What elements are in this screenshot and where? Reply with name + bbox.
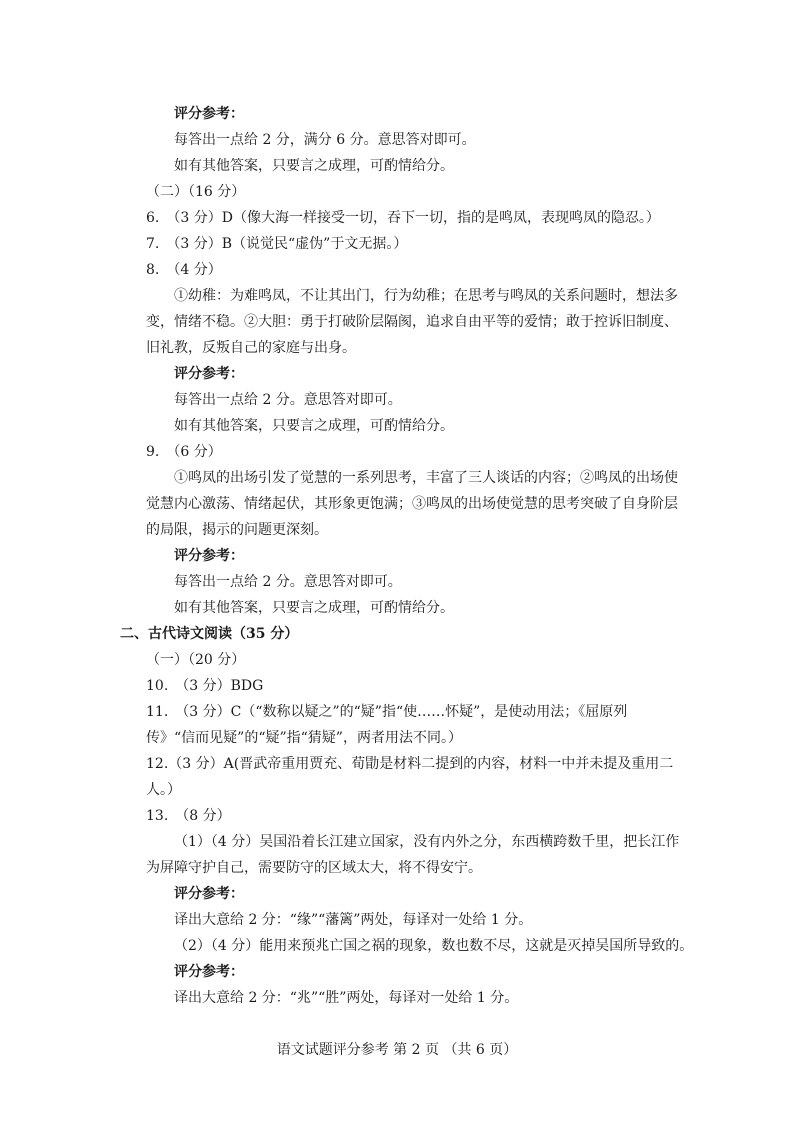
answer-text: 的局限，揭示的问题更深刻。 — [146, 522, 328, 538]
page-footer: 语文试题评分参考 第 2 页 （共 6 页） — [276, 1042, 518, 1058]
question-13: 13. （8 分） — [146, 808, 231, 824]
answer-text: ①鸣凤的出场引发了觉慧的一系列思考，丰富了三人谈话的内容；②鸣凤的出场使 — [174, 470, 678, 486]
scoring-reference-heading: 评分参考： — [174, 886, 244, 902]
text-line: 如有其他答案，只要言之成理，可酌情给分。 — [174, 600, 454, 616]
part-heading: 二、古代诗文阅读（35 分） — [120, 626, 299, 642]
answer-text: 人。） — [146, 782, 181, 798]
section-heading: （一）（20 分） — [146, 652, 246, 668]
scoring-reference-heading: 评分参考： — [174, 964, 244, 980]
question-8: 8. （4 分） — [146, 262, 222, 278]
answer-text: 觉慧内心激荡、情绪起伏，其形象更饱满；③鸣凤的出场使觉慧的思考突破了自身阶层 — [146, 496, 678, 512]
answer-text: 旧礼教，反叛自己的家庭与出身。 — [146, 340, 356, 356]
text-line: 每答出一点给 2 分，满分 6 分。意思答对即可。 — [174, 132, 476, 148]
text-line: 如有其他答案，只要言之成理，可酌情给分。 — [174, 418, 454, 434]
text-line: 每答出一点给 2 分。意思答对即可。 — [174, 392, 402, 408]
question-6: 6. （3 分）D（像大海一样接受一切，吞下一切，指的是鸣凤，表现鸣凤的隐忍。） — [146, 210, 660, 226]
answer-text: ①幼稚：为难鸣凤，不让其出门，行为幼稚；在思考与鸣凤的关系问题时，想法多 — [174, 288, 678, 304]
answer-text: 传》“信而见疑”的“疑”指“猜疑”，两者用法不同。） — [146, 730, 462, 746]
scoring-reference-heading: 评分参考： — [174, 106, 244, 122]
answer-text: （1）（4 分）吴国沿着长江建立国家，没有内外之分，东西横跨数千里，把长江作 — [174, 834, 680, 850]
answer-text: 为屏障守护自己，需要防守的区域太大，将不得安宁。 — [146, 860, 482, 876]
scoring-reference-heading: 评分参考： — [174, 366, 244, 382]
text-line: 译出大意给 2 分：“缘”“藩篱”两处，每译对一处给 1 分。 — [174, 912, 533, 928]
scoring-reference-heading: 评分参考： — [174, 548, 244, 564]
question-11: 11. （3 分）C（“数称以疑之”的“疑”指“使……怀疑”，是使动用法；《屈原列 — [146, 704, 628, 720]
answer-text: （2）（4 分）能用来预兆亡国之祸的现象，数也数不尽，这就是灭掉吴国所导致的。 — [174, 938, 694, 954]
question-9: 9. （6 分） — [146, 444, 222, 460]
question-7: 7. （3 分）B（说觉民“虚伪”于文无据。） — [146, 236, 408, 252]
answer-text: 变，情绪不稳。②大胆：勇于打破阶层隔阂，追求自由平等的爱情；敢于控诉旧制度、 — [146, 314, 678, 330]
text-line: 如有其他答案，只要言之成理，可酌情给分。 — [174, 158, 454, 174]
question-10: 10. （3 分）BDG — [146, 678, 264, 694]
question-12: 12.（3 分）A(晋武帝重用贾充、荀勖是材料二提到的内容，材料一中并未提及重用二 — [146, 756, 674, 772]
section-heading: （二）（16 分） — [146, 184, 246, 200]
text-line: 每答出一点给 2 分。意思答对即可。 — [174, 574, 402, 590]
text-line: 译出大意给 2 分：“兆”“胜”两处，每译对一处给 1 分。 — [174, 990, 519, 1006]
